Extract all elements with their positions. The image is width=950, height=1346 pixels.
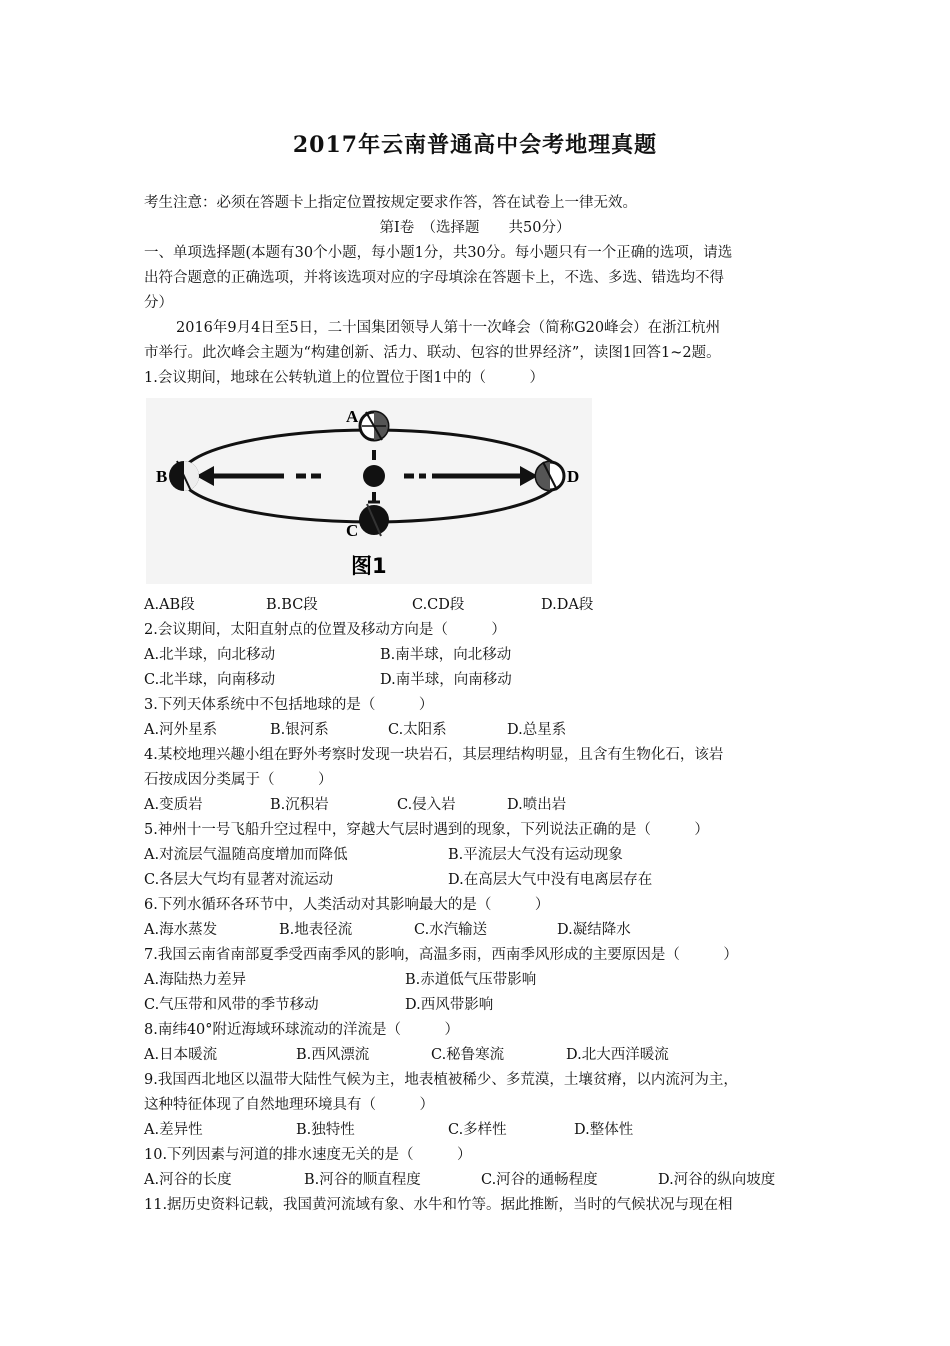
question-5-stem: 5.神州十一号飞船升空过程中，穿越大气层时遇到的现象，下列说法正确的是（ ） xyxy=(144,822,709,838)
option: C.秘鲁寒流 xyxy=(431,1047,505,1063)
option: A.对流层气温随高度增加而降低 xyxy=(144,847,348,863)
section-intro-line: 一、单项选择题(本题有30个小题，每小题1分，共30分。每小题只有一个正确的选项，请选 xyxy=(144,245,733,261)
option: C.北半球，向南移动 xyxy=(144,672,276,688)
question-9-stem: 这种特征体现了自然地理环境具有（ ） xyxy=(144,1097,434,1113)
question-9-stem: 9.我国西北地区以温带大陆性气候为主，地表植被稀少、多荒漠，土壤贫瘠，以内流河为主， xyxy=(144,1072,738,1088)
option: D.凝结降水 xyxy=(557,922,631,938)
option: C.多样性 xyxy=(448,1122,507,1138)
question-10-stem: 10.下列因素与河道的排水速度无关的是（ ） xyxy=(144,1147,472,1163)
option: A.北半球，向北移动 xyxy=(144,647,276,663)
option: D.西风带影响 xyxy=(405,997,494,1013)
option: C.河谷的通畅程度 xyxy=(481,1172,598,1188)
option: A.海陆热力差异 xyxy=(144,972,247,988)
section-intro-line: 分） xyxy=(144,295,173,311)
option: A.河外星系 xyxy=(144,722,218,738)
option: B.河谷的顺直程度 xyxy=(304,1172,421,1188)
question-3-stem: 3.下列天体系统中不包括地球的是（ ） xyxy=(144,697,434,713)
option: C.各层大气均有显著对流运动 xyxy=(144,872,334,888)
section-intro-line: 出符合题意的正确选项，并将该选项对应的字母填涂在答题卡上，不选、多选、错选均不得 xyxy=(144,270,724,286)
option: C.侵入岩 xyxy=(397,797,456,813)
sun xyxy=(363,465,385,487)
option: C.太阳系 xyxy=(388,722,447,738)
question-4-stem: 4.某校地理兴趣小组在野外考察时发现一块岩石，其层理结构明显，且含有生物化石，该岩 xyxy=(144,747,724,763)
option: B.地表径流 xyxy=(279,922,353,938)
figure-1-orbit-diagram xyxy=(146,398,592,584)
option: D.喷出岩 xyxy=(507,797,567,813)
option: D.DA段 xyxy=(541,597,594,613)
exam-notice: 考生注意：必须在答题卡上指定位置按规定要求作答，答在试卷上一律无效。 xyxy=(144,195,637,211)
option: A.AB段 xyxy=(144,597,195,613)
option: C.CD段 xyxy=(412,597,465,613)
question-1-stem: 1.会议期间，地球在公转轨道上的位置位于图1中的（ ） xyxy=(144,370,545,386)
option: B.独特性 xyxy=(296,1122,355,1138)
question-7-stem: 7.我国云南省南部夏季受西南季风的影响，高温多雨，西南季风形成的主要原因是（ ） xyxy=(144,947,738,963)
passage-line: 市举行。此次峰会主题为“构建创新、活力、联动、包容的世界经济”，读图1回答1~2题。 xyxy=(144,345,721,361)
option: B.南半球，向北移动 xyxy=(380,647,512,663)
page-title: 2017年云南普通高中会考地理真题 xyxy=(292,132,658,158)
option: B.沉积岩 xyxy=(270,797,329,813)
label-a: A xyxy=(346,407,359,426)
question-6-stem: 6.下列水循环各环节中，人类活动对其影响最大的是（ ） xyxy=(144,897,550,913)
volume-header: 第Ⅰ卷 （选择题 共50分） xyxy=(379,220,571,236)
option: A.日本暖流 xyxy=(144,1047,218,1063)
option: D.整体性 xyxy=(574,1122,634,1138)
option: B.平流层大气没有运动现象 xyxy=(448,847,623,863)
option: A.变质岩 xyxy=(144,797,203,813)
passage-line: 2016年9月4日至5日，二十国集团领导人第十一次峰会（简称G20峰会）在浙江杭州 xyxy=(176,320,721,336)
question-4-stem: 石按成因分类属于（ ） xyxy=(144,772,333,788)
option: B.赤道低气压带影响 xyxy=(405,972,537,988)
option: A.海水蒸发 xyxy=(144,922,218,938)
question-2-stem: 2.会议期间，太阳直射点的位置及移动方向是（ ） xyxy=(144,622,506,638)
option: A.河谷的长度 xyxy=(144,1172,232,1188)
label-d: D xyxy=(567,467,580,486)
option: B.BC段 xyxy=(266,597,318,613)
option: D.北大西洋暖流 xyxy=(566,1047,669,1063)
orbit-diagram-svg xyxy=(146,398,592,584)
question-8-stem: 8.南纬40°附近海域环球流动的洋流是（ ） xyxy=(144,1022,460,1038)
option: D.在高层大气中没有电离层存在 xyxy=(448,872,653,888)
label-c: C xyxy=(346,521,359,540)
option: C.气压带和风带的季节移动 xyxy=(144,997,319,1013)
option: A.差异性 xyxy=(144,1122,203,1138)
option: B.银河系 xyxy=(270,722,329,738)
label-b: B xyxy=(156,467,168,486)
question-11-stem: 11.据历史资料记载，我国黄河流域有象、水牛和竹等。据此推断，当时的气候状况与现在相 xyxy=(144,1197,733,1213)
option: D.南半球，向南移动 xyxy=(380,672,512,688)
option: D.总星系 xyxy=(507,722,567,738)
option: D.河谷的纵向坡度 xyxy=(658,1172,776,1188)
figure-caption: 图1 xyxy=(351,554,387,578)
option: B.西风漂流 xyxy=(296,1047,370,1063)
option: C.水汽输送 xyxy=(414,922,488,938)
